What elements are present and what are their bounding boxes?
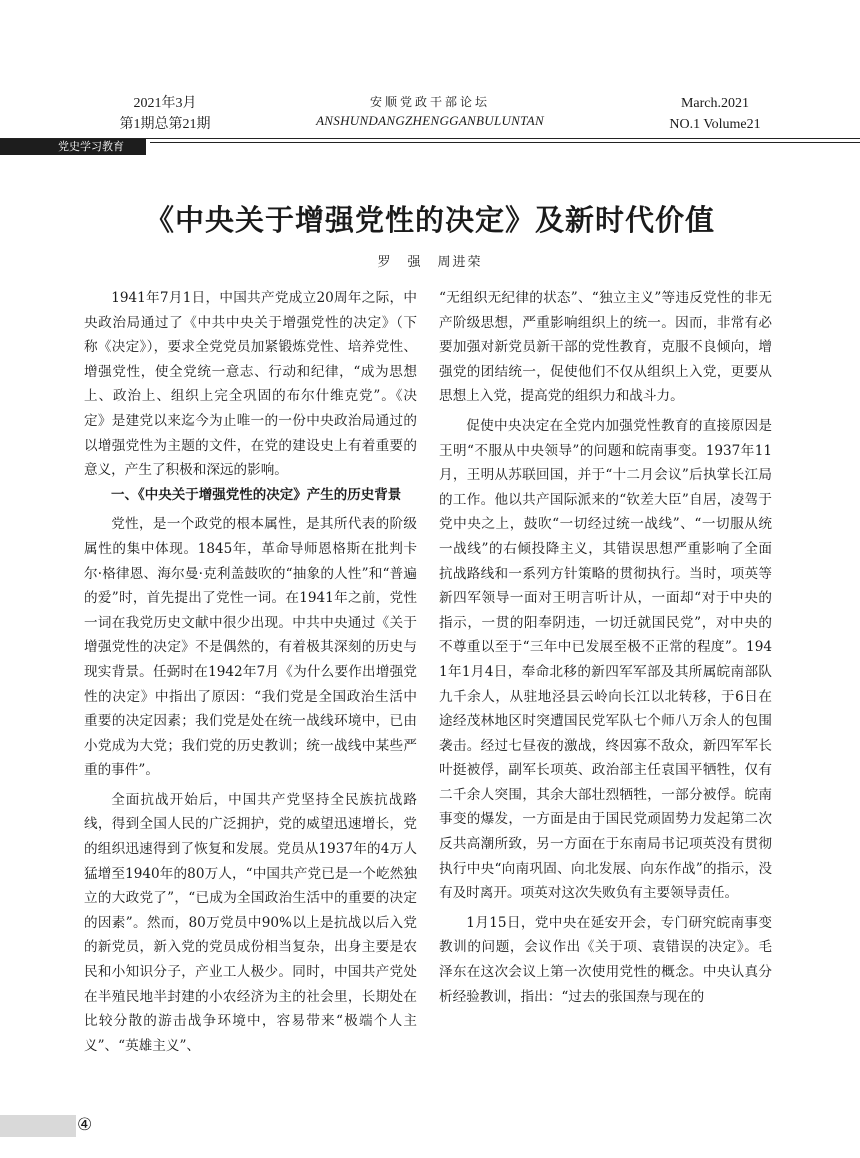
header-issue-en: NO.1 Volume21 [669, 117, 761, 132]
section-heading: 一、《中央关于增强党性的决定》产生的历史背景 [111, 486, 402, 503]
right-column [439, 286, 772, 1009]
article-title: 《中央关于增强党性的决定》及新时代价值 [144, 203, 715, 237]
section-label: 党史学习教育 [0, 139, 146, 155]
left-column [84, 286, 417, 1058]
footer-bar [0, 1115, 76, 1137]
header-rule-thin [150, 142, 860, 143]
journal-name-en: ANSHUNDANGZHENGGANBULUNTAN [316, 113, 544, 128]
paragraph: 全面抗战开始后，中国共产党坚持全民族抗战路线，得到全国人民的广泛拥护，党的威望迅速增长，党的组织迅速得到了恢复和发展。党员从1937年的4万人猛增至1940年的80万人，“中国共产党已是一个屹然独立的大政党了”，“已成为全国政治生活中的重要的决定的因素”。然而，80万党员中90%以上是抗战以后入党的新党员，新入党的党员成份相当复杂，出身主要是农民和小知识分子，产业工人极少。同时，中国共产党处在半殖民地半封建的小农经济为主的社会里，长期处在比较分散的游击战争环境中，容易带来“极端个人主义”、“英雄主义”、 [84, 791, 417, 1054]
article-authors: 罗 强 周进荣 [377, 255, 483, 270]
paragraph: 党性，是一个政党的根本属性，是其所代表的阶级属性的集中体现。1845年，革命导师恩格斯在批判卡尔·格律恩、海尔曼·克利盖鼓吹的“抽象的人性”和“普遍的爱”时，首先提出了党性一词。在1941年之前，党性一词在我党历史文献中很少出现。中共中央通过《关于增强党性的决定》不是偶然的，有着极其深刻的历史与现实背景。任弼时在1942年7月《为什么要作出增强党性的决定》中指出了原因：“我们党是全国政治生活中重要的决定因素；我们党是处在统一战线环境中，已由小党成为大党；我们党的历史教训；统一战线中某些严重的事件”。 [84, 516, 417, 779]
journal-name-cn: 安顺党政干部论坛 [369, 95, 490, 109]
paragraph-continued: “无组织无纪律的状态”、“独立主义”等违反党性的非无产阶级思想，严重影响组织上的统一。因而，非常有必要加强对新党员新干部的党性教育，克服不良倾向，增强党的团结统一，促使他们不仅从组织上入党，更要从思想上入党，提高党的组织力和战斗力。 [439, 290, 772, 405]
paragraph: 1月15日，党中央在延安开会，专门研究皖南事变教训的问题，会议作出《关于项、袁错误的决定》。毛泽东在这次会议上第一次使用党性的概念。中央认真分析经验教训，指出：“过去的张国焘与现在的 [439, 914, 772, 1005]
header-date-en: March.2021 [680, 96, 750, 111]
paragraph: 1941年7月1日，中国共产党成立20周年之际，中央政治局通过了《中共中央关于增强党性的决定》（下称《决定》），要求全党党员加紧锻炼党性、培养党性、增强党性，使全党统一意志、行动和纪律，“成为思想上、政治上、组织上完全巩固的布尔什维克党”。《决定》是建党以来迄今为止唯一的一份中央政治局通过的以增强党性为主题的文件，在党的建设史上有着重要的意义，产生了积极和深远的影响。 [84, 290, 417, 479]
page-number: ④ [77, 1115, 93, 1135]
header-date-cn: 2021年3月 [133, 96, 197, 111]
header-right [640, 93, 790, 135]
header-center [300, 93, 560, 131]
header-left [90, 93, 240, 135]
paragraph: 促使中央决定在全党内加强党性教育的直接原因是王明“不服从中央领导”的问题和皖南事变。1937年11月，王明从苏联回国，并于“十二月会议”后执掌长江局的工作。他以共产国际派来的“钦差大臣”自居，凌驾于党中央之上，鼓吹“一切经过统一战线”、“一切服从统一战线”的右倾投降主义，其错误思想严重影响了全面抗战路线和一系列方针策略的贯彻执行。当时，项英等新四军领导一面对王明言听计从，一面却“对于中央的指示，一贯的阳奉阴违，一切迁就国民党”，对中央的不尊重以至于“三年中已发展至极不正常的程度”。1941年1月4日，奉命北移的新四军军部及其所属皖南部队九千余人，从驻地泾县云岭向长江以北转移，于6日在途经茂林地区时突遭国民党军队七个师八万余人的包围袭击。经过七昼夜的激战，终因寡不敌众，新四军军长叶挺被俘，副军长项英、政治部主任袁国平牺牲，仅有二千余人突围，其余大部壮烈牺牲，一部分被俘。皖南事变的爆发，一方面是由于国民党顽固势力发起第二次反共高潮所致，另一方面在于东南局书记项英没有贯彻执行中央“向南巩固、向北发展、向东作战”的指示，没有及时离开。项英对这次失败负有主要领导责任。 [439, 417, 772, 902]
header-issue-cn: 第1期总第21期 [119, 117, 211, 132]
